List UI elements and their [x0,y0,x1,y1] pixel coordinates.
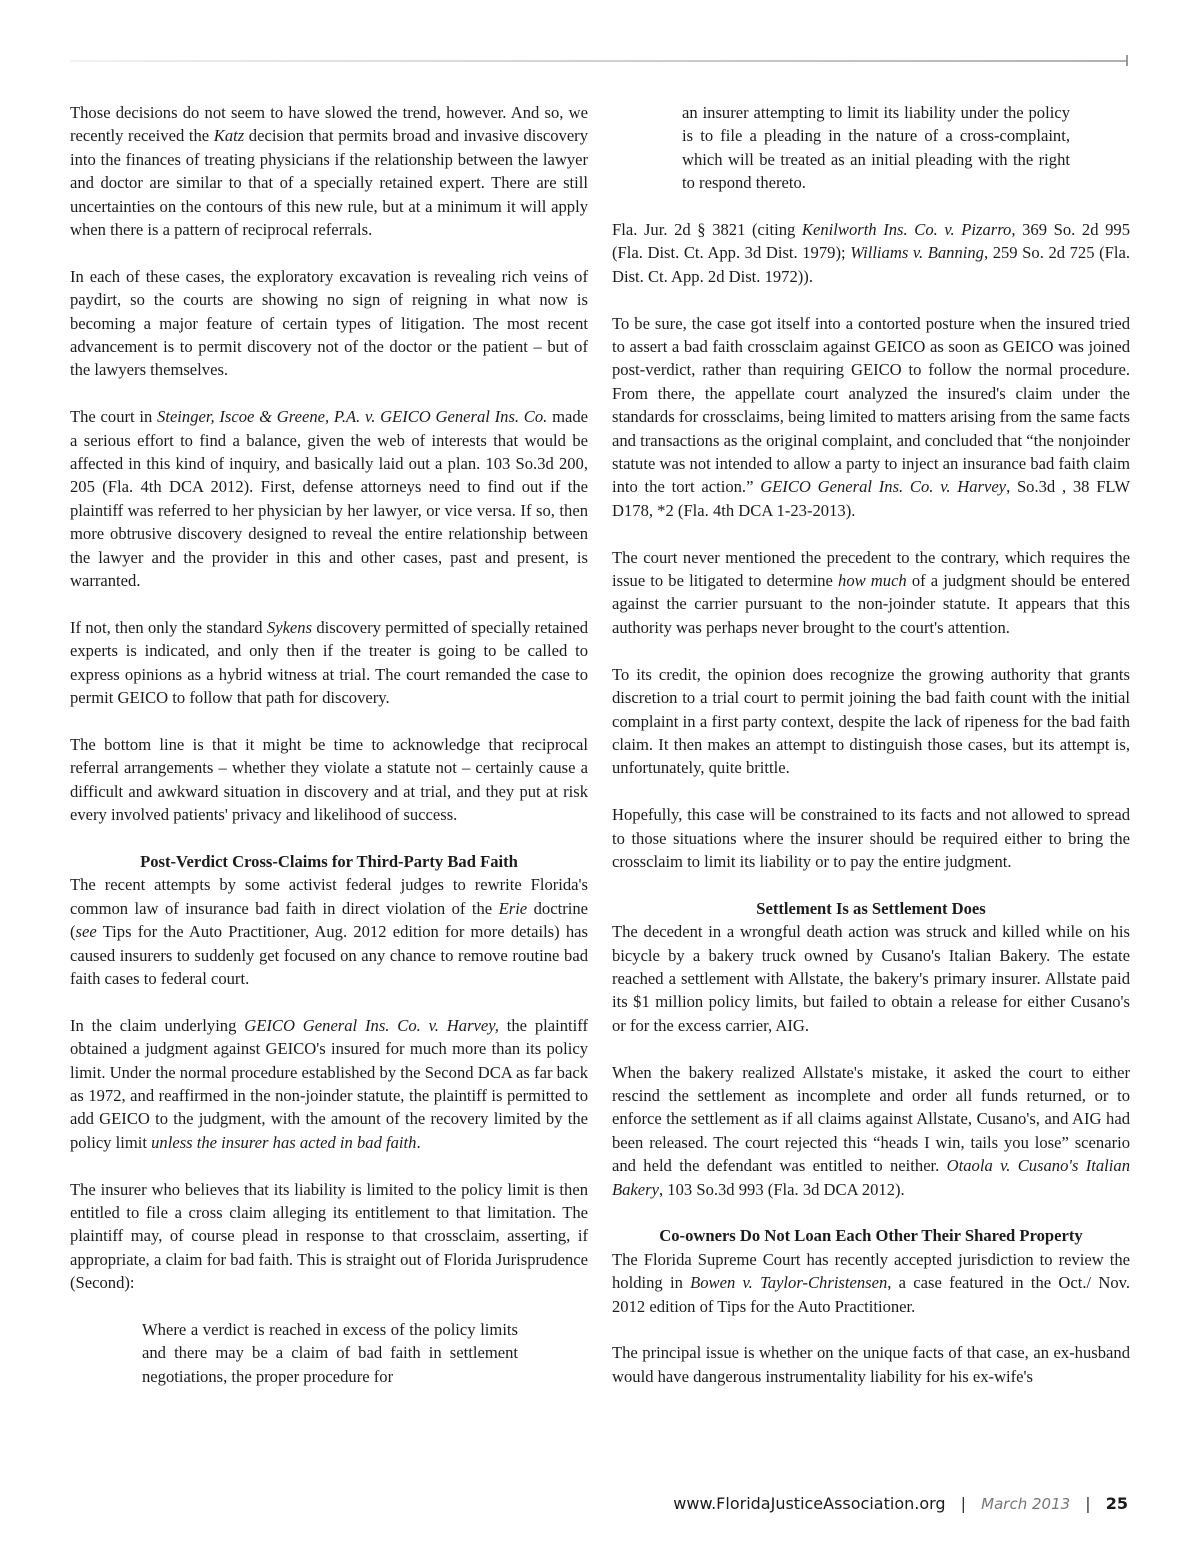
paragraph: When the bakery realized Allstate's mistake, it asked the court to either rescind the settlement as incomplete and order all funds returned, or to enforce the settlement as if all claims against Allstate, Cusano's, and AIG had been released. The court rejected this “heads I win, tails you lose” scenario and held the defendant was entitled to neither. Otaola v. Cusano's Italian Bakery, 103 So.3d 993 (Fla. 3d DCA 2012). [612,1062,1130,1199]
paragraph: The insurer who believes that its liability is limited to the policy limit is then entitled to file a cross claim alleging its entitlement to that limitation. The plaintiff may, of course plead in response to that crossclaim, asserting, if appropriate, a claim for bad faith. This is straight out of Florida Jurisprudence (Second): [70,1179,588,1293]
page-footer [673,1494,1128,1513]
right-column [612,101,1130,1412]
section-heading: Post-Verdict Cross-Claims for Third-Party Bad Faith [140,851,518,871]
paragraph: Hopefully, this case will be constrained to its facts and not allowed to spread to those situations where the insurer should be required either to bring the crossclaim to limit its liability or to pay the entire judgment. [612,805,1130,871]
paragraph: The court in Steinger, Iscoe & Greene, P.A. v. GEICO General Ins. Co. made a serious effort to find a balance, given the web of interests that would be affected in this kind of inquiry, and basically laid out a plan. 103 So.3d 200, 205 (Fla. 4th DCA 2012). First, defense attorneys need to find out if the plaintiff was referred to her physician by her lawyer, or vice versa. If so, then more obtrusive discovery designed to reveal the entire relationship between the lawyer and the provider in this and other cases, past and present, is warranted. [70,407,589,591]
paragraph: If not, then only the standard Sykens discovery permitted of specially retained experts is indicated, and only then if the treater is going to be called to express opinions as a hybrid witness at trial. The court remanded the case to permit GEICO to follow that path for discovery. [70,617,589,708]
paragraph: In the claim underlying GEICO General Ins. Co. v. Harvey, the plaintiff obtained a judgment against GEICO's insured for much more than its policy limit. Under the normal procedure established by the Second DCA as far back as 1972, and reaffirmed in the non-joinder statute, the plaintiff is permitted to add GEICO to the judgment, with the amount of the recovery limited by the policy limit unless the insurer has acted in bad faith. [70,1015,588,1152]
paragraph: To be sure, the case got itself into a contorted posture when the insured tried to assert a bad faith crossclaim against GEICO as soon as GEICO was joined post-verdict, rather than requiring GEICO to follow the normal procedure. From there, the appellate court analyzed the insured's claim under the standards for crossclaims, being limited to matters arising from the same facts and transactions as the original complaint, and concluded that “the nonjoinder statute was not intended to allow a party to inject an insurance bad faith claim into the tort action.” GEICO General Ins. Co. v. Harvey, So.3d , 38 FLW D178, *2 (Fla. 4th DCA 1-23-2013). [612,313,1131,520]
paragraph: The court never mentioned the precedent to the contrary, which requires the issue to be litigated to determine how much of a judgment should be entered against the carrier pursuant to the non-joinder statute. It appears that this authority was perhaps never brought to the court's attention. [612,547,1130,637]
paragraph: The principal issue is whether on the unique facts of that case, an ex-husband would have dangerous instrumentality liability for his ex-wife's [612,1343,1130,1386]
footer-separator: | [960,1494,967,1513]
header-rule-tick [1126,55,1128,66]
footer-url: www.FloridaJusticeAssociation.org [673,1494,946,1513]
paragraph: In each of these cases, the exploratory excavation is revealing rich veins of paydirt, so the courts are showing no sign of reigning in what now is becoming a major feature of certain types of litigation. The most recent advancement is to permit discovery not of the doctor or the patient – but of the lawyers themselves. [70,266,588,380]
header-rule [70,60,1128,62]
left-column [70,101,588,1412]
paragraph: The recent attempts by some activist federal judges to rewrite Florida's common law of insurance bad faith in direct violation of the Erie doctrine (see Tips for the Auto Practitioner, Aug. 2012 edition for more details) has caused insurers to suddenly get focused on any chance to remove routine bad faith cases to federal court. [70,875,588,988]
footer-separator: | [1085,1494,1091,1513]
paragraph: Those decisions do not seem to have slowed the trend, however. And so, we recently received the Katz decision that permits broad and invasive discovery into the finances of treating physicians if the relationship between the lawyer and doctor are similar to that of a specially retained expert. There are still uncertainties on the contours of this new rule, but at a minimum it will apply when there is a pattern of reciprocal referrals. [70,103,589,240]
section-heading: Co-owners Do Not Loan Each Other Their Shared Property [659,1226,1083,1246]
citation-paragraph: Fla. Jur. 2d § 3821 (citing Kenilworth Ins. Co. v. Pizarro, 369 So. 2d 995 (Fla. Dist. Ct. App. 3d Dist. 1979); Williams v. Banning, 259 So. 2d 725 (Fla. Dist. Ct. App. 2d Dist. 1972)). [612,220,1130,286]
paragraph: To its credit, the opinion does recognize the growing authority that grants discretion to a trial court to permit joining the bad faith count with the initial complaint in a first party context, despite the lack of ripeness for the bad faith claim. It then makes an attempt to distinguish those cases, but its attempt is, unfortunately, quite brittle. [612,664,1130,778]
block-quote-continued: an insurer attempting to limit its liability under the policy is to file a pleading in the nature of a cross-complaint, which will be treated as an initial pleading with the right to respond thereto. [682,103,1070,193]
section-heading: Settlement Is as Settlement Does [756,898,986,918]
paragraph: The Florida Supreme Court has recently accepted jurisdiction to review the holding in Bowen v. Taylor-Christensen, a case featured in the Oct./ Nov. 2012 edition of Tips for the Auto Practitioner. [612,1249,1130,1316]
page-number: 25 [1105,1494,1128,1513]
paragraph: The bottom line is that it might be time to acknowledge that reciprocal referral arrangements – whether they violate a statute not – certainly cause a difficult and awkward situation in discovery and at trial, and they put at risk every involved patients' privacy and likelihood of success. [70,734,588,825]
paragraph: The decedent in a wrongful death action was struck and killed while on his bicycle by a bakery truck owned by Cusano's Italian Bakery. The estate reached a settlement with Allstate, the bakery's primary insurer. Allstate paid its $1 million policy limits, but failed to obtain a release for either Cusano's or for the excess carrier, AIG. [612,922,1130,1035]
footer-date: March 2013 [981,1495,1071,1513]
block-quote: Where a verdict is reached in excess of the policy limits and there may be a claim of bad faith in settlement negotiations, the proper procedure for [142,1320,518,1386]
